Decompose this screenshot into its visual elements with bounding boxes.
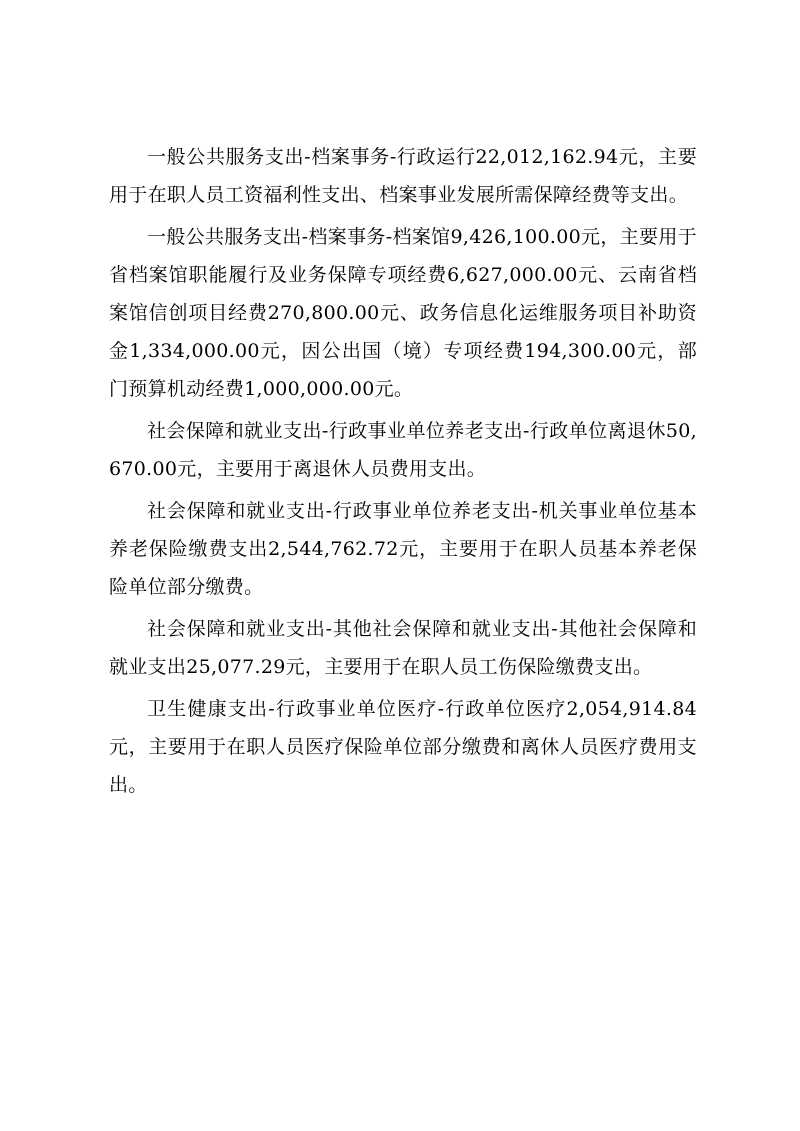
paragraph-admin-operation: 一般公共服务支出-档案事务-行政运行22,012,162.94元，主要用于在职人员工资福利性支出、档案事业发展所需保障经费等支出。 [109,146,697,206]
paragraph-archive-museum: 一般公共服务支出-档案事务-档案馆9,426,100.00元，主要用于省档案馆职能履行及业务保障专项经费6,627,000.00元、云南省档案馆信创项目经费270,800.00元、政务信息化运维服务项目补助资金1,334,000.00元，因公出国（境）专项经费194,300.00元，部门预算机动经费1,000,000.00元。 [109,226,697,400]
paragraph-pension-insurance: 社会保障和就业支出-行政事业单位养老支出-机关事业单位基本养老保险缴费支出2,544,762.72元，主要用于在职人员基本养老保险单位部分缴费。 [109,500,697,598]
paragraph-health-medical: 卫生健康支出-行政事业单位医疗-行政单位医疗2,054,914.84元，主要用于在职人员医疗保险单位部分缴费和离休人员医疗费用支出。 [109,698,697,796]
paragraph-other-social-security: 社会保障和就业支出-其他社会保障和就业支出-其他社会保障和就业支出25,077.29元，主要用于在职人员工伤保险缴费支出。 [109,618,697,678]
paragraph-retirement: 社会保障和就业支出-行政事业单位养老支出-行政单位离退休50,670.00元，主要用于离退休人员费用支出。 [109,420,697,480]
document-body [109,138,697,808]
